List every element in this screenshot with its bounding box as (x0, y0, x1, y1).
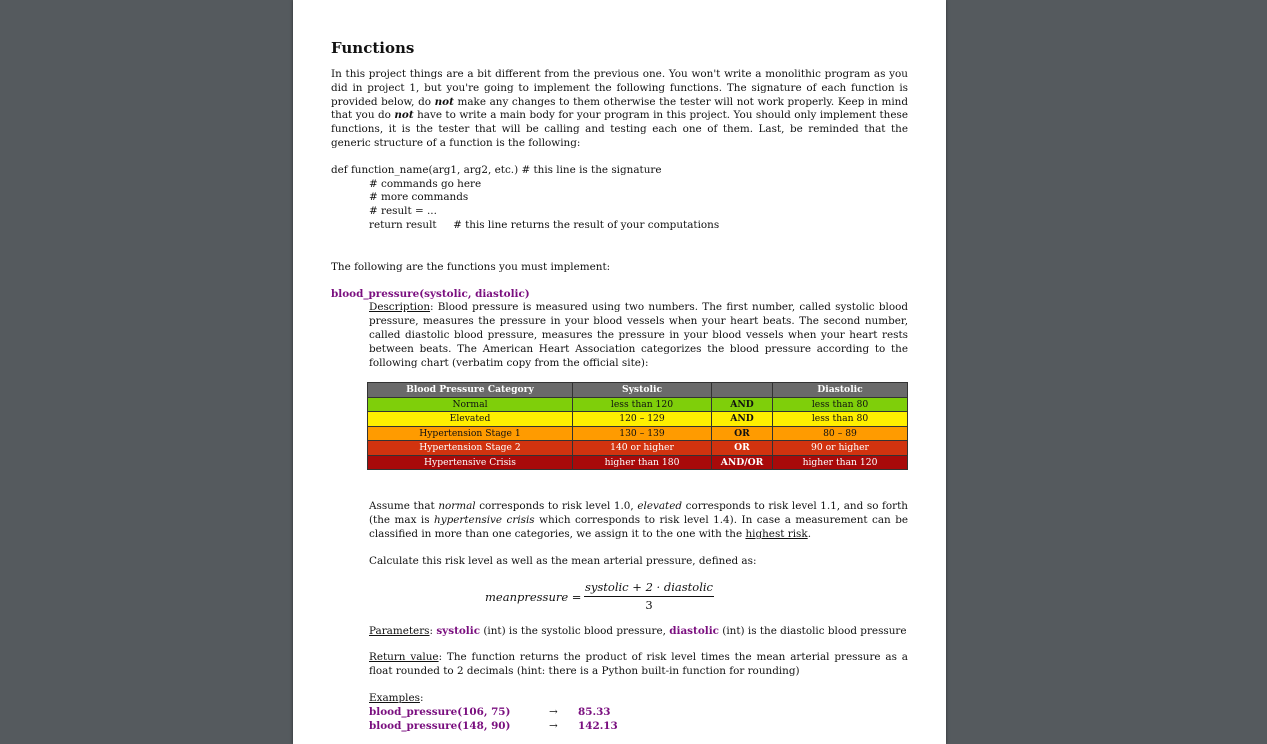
page-content (331, 38, 908, 734)
description-label: Description (369, 301, 431, 314)
table-cell: 120 – 129 (573, 412, 712, 427)
formula-fraction (584, 581, 714, 614)
example-result: 85.33 (578, 705, 611, 718)
table-cell: Hypertension Stage 2 (368, 441, 573, 456)
code-line-3: # more commands (369, 191, 469, 204)
table-cell: higher than 180 (573, 455, 712, 470)
table-cell: Hypertensive Crisis (368, 455, 573, 470)
example-result: 142.13 (578, 719, 618, 732)
table-cell: AND/OR (712, 455, 773, 470)
table-cell: 130 – 139 (573, 426, 712, 441)
table-cell: OR (712, 426, 773, 441)
description-text: : Blood pressure is measured using two numbers. The first number, called systolic blood pressure, measures the pressure in your blood vessels when your heart beats. The second number, called diastolic blood pressure, measures the pressure in your blood vessels when your heart rests between beats. The American Heart Association categorizes the blood pressure according to the following chart (verbatim copy from the official site): (369, 301, 908, 369)
assume-text-3: corresponds to risk level 1.1, and so forth (the max is (369, 500, 908, 527)
return-text: : The function returns the product of risk level times the mean arterial pressure as a float rounded to 2 decimals (hint: there is a Python built-in function for rounding) (369, 651, 908, 678)
param-diastolic-text: (int) is the diastolic blood pressure (718, 624, 907, 637)
mean-pressure-formula (331, 581, 908, 615)
table-cell: Normal (368, 397, 573, 412)
table-cell: AND (712, 412, 773, 427)
parameters-colon: : (429, 624, 437, 637)
examples-label: Examples (369, 691, 420, 704)
table-cell: less than 80 (773, 412, 908, 427)
table-header: Systolic (573, 383, 712, 398)
code-line-5: return result # this line returns the result of your computations (369, 218, 720, 231)
examples-section (331, 692, 908, 734)
return-label: Return value (369, 651, 439, 664)
table-cell: OR (712, 441, 773, 456)
document-page (293, 0, 946, 744)
code-line-1: def function_name(arg1, arg2, etc.) # this line is the signature (331, 163, 662, 176)
intro-not-1: not (434, 95, 454, 108)
assume-crisis: hypertensive crisis (434, 514, 535, 527)
example-arrow: → (549, 705, 558, 718)
param-systolic: systolic (436, 624, 481, 637)
table-row (368, 441, 908, 456)
table-cell: 80 – 89 (773, 426, 908, 441)
assume-text-4: which corresponds to risk level 1.4). In case a measurement can be classified in more than one categories, we assign it to the one with the (369, 514, 909, 540)
table-cell: Hypertension Stage 1 (368, 426, 573, 441)
code-block (331, 164, 908, 233)
table-row (368, 412, 908, 427)
example-row (369, 706, 908, 720)
table-header: Blood Pressure Category (368, 383, 573, 398)
parameters-label: Parameters (369, 624, 430, 637)
examples-heading (369, 692, 908, 706)
table-header-row (368, 383, 908, 398)
assume-paragraph (331, 500, 908, 541)
example-arrow: → (549, 719, 558, 732)
intro-text-3: have to write a main body for your program in this project. You should only implement these functions, it is the tester that will be calling and testing each one of them. Last, be reminded that the generic structure of a function is the following: (331, 109, 908, 149)
function-signature: blood_pressure(systolic, diastolic) (331, 287, 530, 300)
assume-normal: normal (438, 500, 476, 513)
table-row (368, 426, 908, 441)
page-heading: Functions (331, 39, 415, 57)
table-header (712, 383, 773, 398)
assume-elevated: elevated (637, 500, 683, 513)
assume-text-1: Assume that (369, 500, 439, 513)
assume-text-2: corresponds to risk level 1.0, (475, 500, 638, 513)
example-call: blood_pressure(106, 75) (369, 705, 511, 718)
functions-intro: The following are the functions you must implement: (331, 260, 611, 273)
table-cell: 140 or higher (573, 441, 712, 456)
table-cell: AND (712, 397, 773, 412)
intro-text-1: In this project things are a bit different from the previous one. You won't write a monolithic program as you did in project 1, but you're going to implement the following functions. The signature of each function is provided below, do (331, 68, 908, 108)
example-row (369, 720, 908, 734)
parameters-paragraph (331, 625, 908, 639)
table-row (368, 397, 908, 412)
code-line-4: # result = ... (369, 205, 437, 218)
blood-pressure-table (367, 382, 908, 470)
table-cell: 90 or higher (773, 441, 908, 456)
table-row (368, 455, 908, 470)
table-cell: less than 80 (773, 397, 908, 412)
assume-highest-risk: highest risk (745, 527, 808, 540)
formula-lhs: meanpressure = (485, 589, 582, 604)
formula-numerator: systolic + 2 · diastolic (584, 581, 714, 598)
return-paragraph (331, 651, 908, 679)
param-diastolic: diastolic (669, 624, 719, 637)
intro-not-2: not (394, 109, 414, 122)
intro-paragraph (331, 68, 908, 151)
table-cell: less than 120 (573, 397, 712, 412)
example-call: blood_pressure(148, 90) (369, 719, 511, 732)
table-header: Diastolic (773, 383, 908, 398)
table-cell: Elevated (368, 412, 573, 427)
formula-denominator: 3 (645, 598, 653, 613)
intro-text-2: make any changes to them otherwise the tester will not work properly. Keep in mind that you do (331, 95, 908, 122)
description-paragraph (331, 301, 908, 370)
table-cell: higher than 120 (773, 455, 908, 470)
calc-paragraph: Calculate this risk level as well as the mean arterial pressure, defined as: (369, 554, 757, 567)
code-line-2: # commands go here (369, 177, 482, 190)
examples-colon: : (419, 691, 424, 704)
param-systolic-text: (int) is the systolic blood pressure, (480, 624, 670, 637)
assume-text-5: . (807, 527, 811, 540)
